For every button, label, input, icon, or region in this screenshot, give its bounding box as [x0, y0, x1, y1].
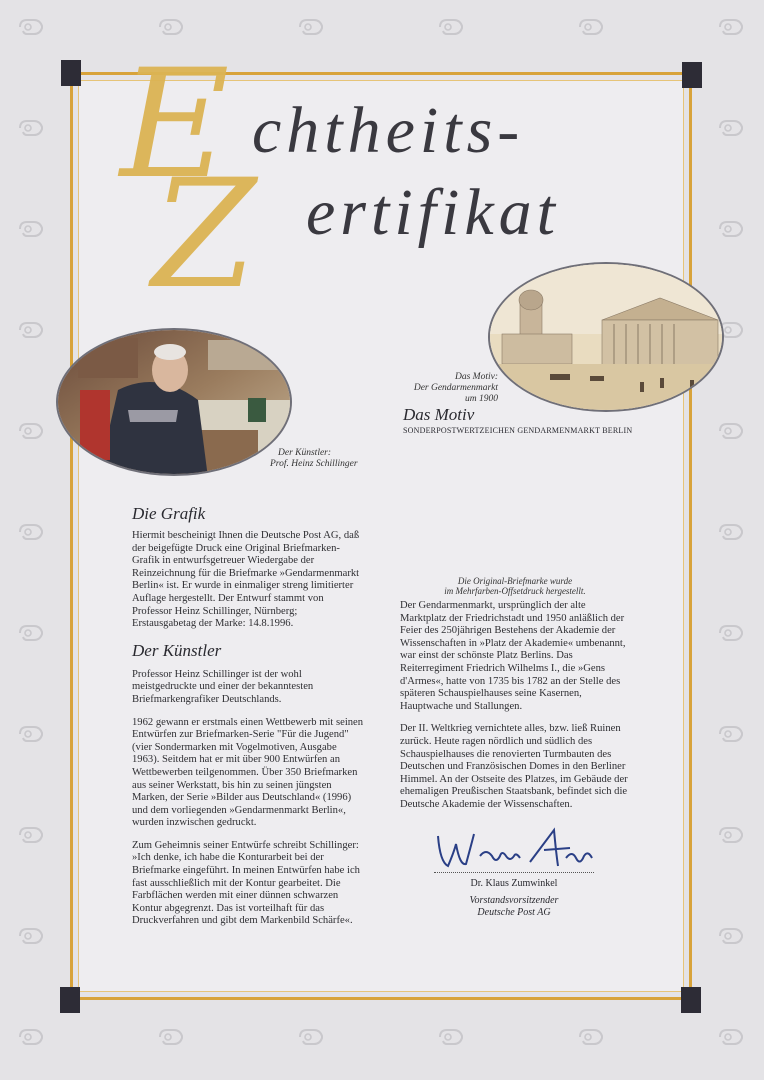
post-horn-icon: [718, 523, 744, 541]
artist-caption-line2: Prof. Heinz Schillinger: [270, 459, 358, 469]
post-horn-icon: [438, 1028, 464, 1046]
post-horn-icon: [718, 220, 744, 238]
title-initial-e: E: [120, 38, 230, 212]
stamp-caption-line2: im Mehrfarben-Offsetdruck hergestellt.: [444, 586, 586, 596]
post-horn-icon: [718, 624, 744, 642]
stamp-caption: [400, 576, 630, 596]
grafik-text: Hiermit bescheinigt Ihnen die Deutsche Post AG, daß der beigefügte Druck eine Original Briefmarken-Grafik in entwurfsgetreuer Wiedergabe der Reinzeichnung für die Briefmarke »Gendarmenmarkt Berlin« ist. Er wurde in einmaliger streng limitierter Auflage hergestellt. Der Entwurf stammt von Professor Heinz Schillinger, Nürnberg; Erstausgabetag der Marke: 14.8.1996.: [132, 530, 360, 630]
signatory-org: Deutsche Post AG: [477, 907, 551, 918]
signature-line: [434, 872, 594, 873]
frame-corner: [61, 60, 81, 86]
artist-caption: [270, 448, 358, 470]
motif-caption-line1: Das Motiv:: [454, 372, 498, 382]
post-horn-icon: [158, 1028, 184, 1046]
post-horn-icon: [18, 220, 44, 238]
post-horn-icon: [18, 826, 44, 844]
post-horn-icon: [718, 18, 744, 36]
post-horn-icon: [18, 624, 44, 642]
motif-photo-image: [490, 264, 724, 412]
stamp-caption-line1: Die Original-Briefmarke wurde: [457, 576, 573, 586]
post-horn-icon: [158, 18, 184, 36]
artist-photo-image: [58, 330, 292, 476]
title-line2: ertifikat: [306, 176, 560, 249]
frame-corner: [60, 987, 80, 1013]
motif-photo: [488, 262, 724, 412]
motif-section: [403, 405, 673, 435]
post-horn-icon: [718, 119, 744, 137]
post-horn-icon: [18, 18, 44, 36]
kuenstler-paragraph-1: Professor Heinz Schillinger ist der wohl meistgedruckte und einer der bekanntesten Briefmarkengrafiker Deutschlands.: [132, 668, 314, 705]
motif-caption-line2: Der Gendarmenmarkt: [413, 383, 498, 393]
post-horn-icon: [18, 927, 44, 945]
post-horn-icon: [718, 927, 744, 945]
post-horn-icon: [298, 18, 324, 36]
post-horn-icon: [718, 422, 744, 440]
right-paragraph-2: Der II. Weltkrieg vernichtete alles, bzw. ließ Ruinen zurück. Heute ragen nördlich und südlich des Schauspielhauses die renovierten Turmbauten des Deutschen und Französischen Domes in den Berliner Himmel. An der Ostseite des Platzes, im Gebäude der ehemaligen Preußischen Staatsbank, befindet sich die Deutsche Akademie der Wissenschaften.: [400, 723, 628, 810]
title-initial-z: Z: [152, 148, 257, 322]
post-horn-icon: [718, 1028, 744, 1046]
signatory-name: Dr. Klaus Zumwinkel: [470, 878, 558, 889]
motif-caption-line3: um 1900: [465, 394, 498, 404]
right-column: [400, 600, 632, 822]
grafik-heading: Die Grafik: [132, 504, 206, 523]
motif-caption: [412, 372, 498, 405]
post-horn-icon: [578, 1028, 604, 1046]
left-column: [132, 504, 364, 938]
signatory-role: Vorstandsvorsitzender: [469, 895, 559, 906]
post-horn-icon: [718, 826, 744, 844]
right-paragraph-1: Der Gendarmenmarkt, ursprünglich der alte Marktplatz der Friedrichstadt und 1950 anläßlich der Feier des 250jährigen Bestehens der Akademie der Wissenschaften in »Platz der Akademie« umbenannt, war einst der schönste Platz Berlins. Das Reiterregiment Friedrich Wilhelms I., die »Gens d'Armes«, hatte von 1735 bis 1782 an der Stelle des späteren Schauspielhauses seine Kasernen, Hauptwache und Stallungen.: [400, 600, 626, 712]
post-horn-icon: [298, 1028, 324, 1046]
post-horn-icon: [18, 321, 44, 339]
post-horn-icon: [438, 18, 464, 36]
post-horn-icon: [18, 1028, 44, 1046]
post-horn-icon: [18, 119, 44, 137]
handwritten-signature: [430, 822, 600, 874]
artist-photo: [56, 328, 292, 476]
artist-caption-line1: Der Künstler:: [278, 448, 332, 458]
title-line1: chtheits-: [252, 94, 525, 167]
post-horn-icon: [18, 422, 44, 440]
motif-subheading: SONDERPOSTWERTZEICHEN GENDARMENMARKT BERLIN: [403, 426, 633, 435]
post-horn-icon: [18, 725, 44, 743]
post-horn-icon: [578, 18, 604, 36]
frame-corner: [682, 62, 702, 88]
kuenstler-heading: Der Künstler: [132, 640, 222, 660]
post-horn-icon: [718, 725, 744, 743]
post-horn-icon: [18, 523, 44, 541]
kuenstler-paragraph-3: Zum Geheimnis seiner Entwürfe schreibt Schillinger: »Ich denke, ich habe die Konturarbeit bei der Briefmarke eingeführt. In meinen Entwürfen habe ich fast ausschließlich mit der Kontur gearbeitet. Die Farbflächen werden mit einer dünnen schwarzen Kontur abgegrenzt. Das ist vorteilhaft für das Druckverfahren und gibt dem Markenbild Schärfe«.: [132, 839, 360, 927]
signatory: [434, 878, 594, 919]
frame-corner: [681, 987, 701, 1013]
motif-heading: Das Motiv: [403, 405, 475, 424]
kuenstler-paragraph-2: 1962 gewann er erstmals einen Wettbewerb mit seinen Entwürfen zur Briefmarken-Serie "Für die Jugend" (vier Sondermarken mit Vogelmotiven, Ausgabe 1963). Seitdem hat er mit über 900 Entwürfen an Wettbewerben teilgenommen. Über 350 Briefmarken aus seiner Werkstatt, bis hin zu seinen jüngsten Marken, der Serie »Bilder aus Deutschland« (1996) und dem vorliegenden »Gendarmenmarkt Berlin«, wurden inzwischen gedruckt.: [132, 716, 364, 829]
